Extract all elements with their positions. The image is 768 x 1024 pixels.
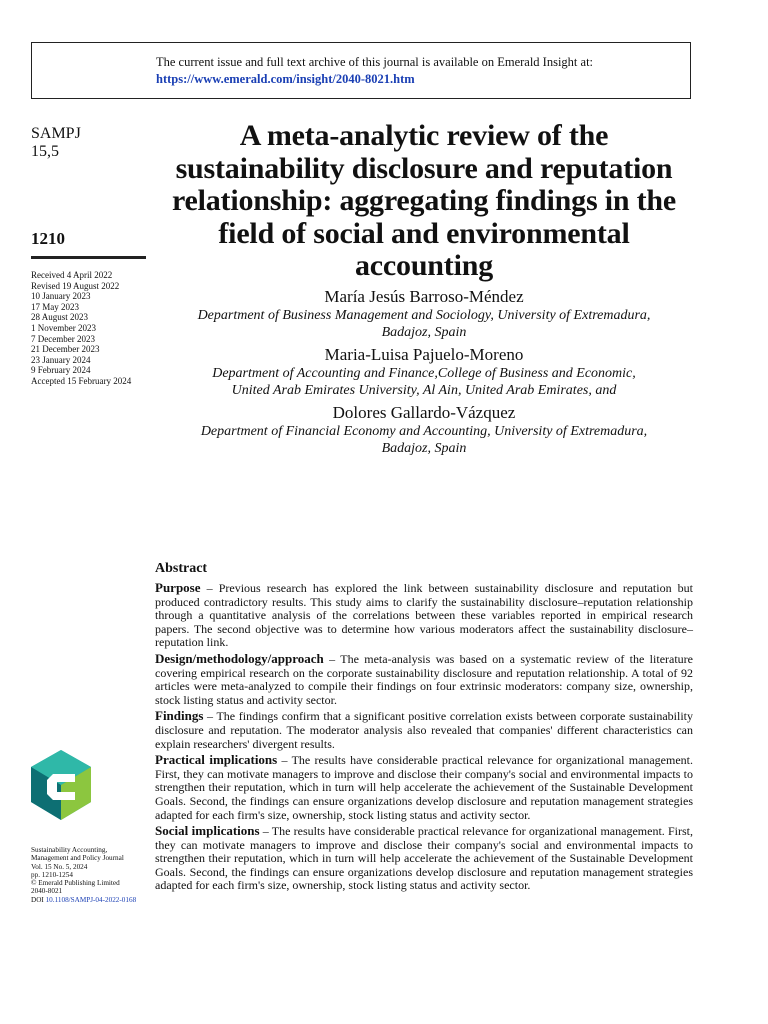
doi-prefix: DOI — [31, 895, 44, 904]
abstract-section — [155, 561, 693, 895]
pubinfo-line: Management and Policy Journal — [31, 854, 124, 863]
abstract-label: Design/methodology/approach — [155, 650, 324, 666]
pubinfo-line: Vol. 15 No. 5, 2024 — [31, 862, 88, 871]
journal-url-link[interactable]: https://www.emerald.com/insight/2040-8021.htm — [156, 72, 415, 86]
history-date: 10 January 2023 — [31, 291, 91, 302]
journal-sidebar — [31, 125, 149, 161]
abstract-text: – The findings confirm that a significant positive correlation exists between corporate sustainability disclosure and reputation. The moderator analysis also revealed that companies' different characteristics can explain researchers' divergent results. — [155, 709, 693, 751]
page-number-rule — [31, 256, 146, 259]
author-affiliation: Department of Accounting and Finance,College of Business and Economic, — [212, 365, 636, 381]
publication-info — [31, 846, 156, 904]
history-date: Received 4 April 2022 — [31, 270, 113, 280]
history-date: 23 January 2024 — [31, 354, 91, 365]
history-date: 21 December 2023 — [31, 344, 100, 355]
author-name: María Jesús Barroso-Méndez — [324, 286, 524, 306]
abstract-label: Social implications — [155, 823, 260, 839]
doi-line — [31, 896, 156, 904]
abstract-text: – The results have considerable practical relevance for organizational management. First, they can motivate managers to improve and disclose their company's social and environmental impacts to strengthen their reputation, which in turn will help accelerate the achievement of the Sustainable Development Goals. Second, the findings can ensure organizations develop disclosure and reputation management strategies adapted for each firm's size, ownership, stock listing status and activity sector. — [155, 824, 693, 893]
article-header — [155, 120, 693, 457]
pubinfo-line: pp. 1210-1254 — [31, 870, 73, 879]
history-date: 28 August 2023 — [31, 312, 89, 323]
history-date: Revised 19 August 2022 — [31, 280, 120, 291]
author-affiliation: Badajoz, Spain — [381, 440, 467, 456]
history-date: 1 November 2023 — [31, 322, 96, 333]
author-affiliation: Badajoz, Spain — [381, 324, 467, 340]
history-date: 7 December 2023 — [31, 333, 95, 344]
history-dates — [31, 270, 151, 387]
doi-link[interactable]: 10.1108/SAMPJ-04-2022-0168 — [45, 895, 137, 904]
author-name: Dolores Gallardo-Vázquez — [332, 402, 516, 422]
abstract-practical — [155, 753, 693, 822]
abstract-label: Practical implications — [155, 752, 278, 768]
abstract-findings — [155, 709, 693, 751]
emerald-logo-icon — [31, 750, 91, 820]
volume-issue: 15,5 — [31, 143, 59, 160]
author-name: Maria-Luisa Pajuelo-Moreno — [324, 344, 524, 364]
abstract-label: Purpose — [155, 580, 201, 595]
abstract-design — [155, 652, 693, 707]
pubinfo-line: © Emerald Publishing Limited — [31, 879, 120, 888]
author-affiliation: Department of Financial Economy and Accounting, University of Extremadura, — [200, 423, 648, 439]
history-date: Accepted 15 February 2024 — [31, 375, 132, 386]
journal-availability-notice — [31, 42, 691, 99]
article-title: A meta-analytic review of the sustainability disclosure and reputation relationship: aggregating findings in the field of social and environmental accounting — [171, 119, 677, 282]
abstract-text: – The meta-analysis was based on a systematic review of the literature covering empirical research on the corporate sustainability disclosure and reputation relationship. A total of 92 articles were meta-analyzed to compile their findings on four extrinsic moderators: company size, ownership, stock listing status and activity sector. — [155, 651, 693, 707]
author-affiliation: United Arab Emirates University, Al Ain, United Arab Emirates, and — [231, 382, 617, 398]
abstract-purpose — [155, 581, 693, 650]
history-date: 17 May 2023 — [31, 301, 79, 312]
abstract-text: – The results have considerable practical relevance for organizational management. First, they can motivate managers to improve and disclose their company's social and environmental impacts to strengthen their reputation, which in turn will help accelerate the achievement of the Sustainable Development Goals. Second, the findings can ensure organizations develop disclosure and reputation management strategies adapted for each firm's size, ownership, stock listing status and activity sector. — [155, 753, 694, 822]
abstract-label: Findings — [155, 708, 204, 724]
abstract-text: – Previous research has explored the link between sustainability disclosure and reputation but produced contradictory results. This study aims to clarify the sustainability disclosure–reputation relationship through a quantitative analysis of the correlations between these variables reported in empirical research papers. The second objective was to determine how various moderators affect the sustainability disclosure–reputation link. — [155, 581, 693, 650]
abstract-heading: Abstract — [155, 561, 208, 576]
pubinfo-line: Sustainability Accounting, — [31, 846, 108, 854]
pubinfo-line: 2040-8021 — [31, 887, 63, 896]
abstract-social — [155, 824, 693, 893]
history-date: 9 February 2024 — [31, 365, 91, 376]
author-affiliation: Department of Business Management and Sociology, University of Extremadura, — [197, 307, 651, 323]
availability-text: The current issue and full text archive of this journal is available on Emerald Insight at: — [156, 55, 594, 69]
journal-abbreviation: SAMPJ — [31, 125, 81, 142]
page-number: 1210 — [31, 229, 65, 248]
